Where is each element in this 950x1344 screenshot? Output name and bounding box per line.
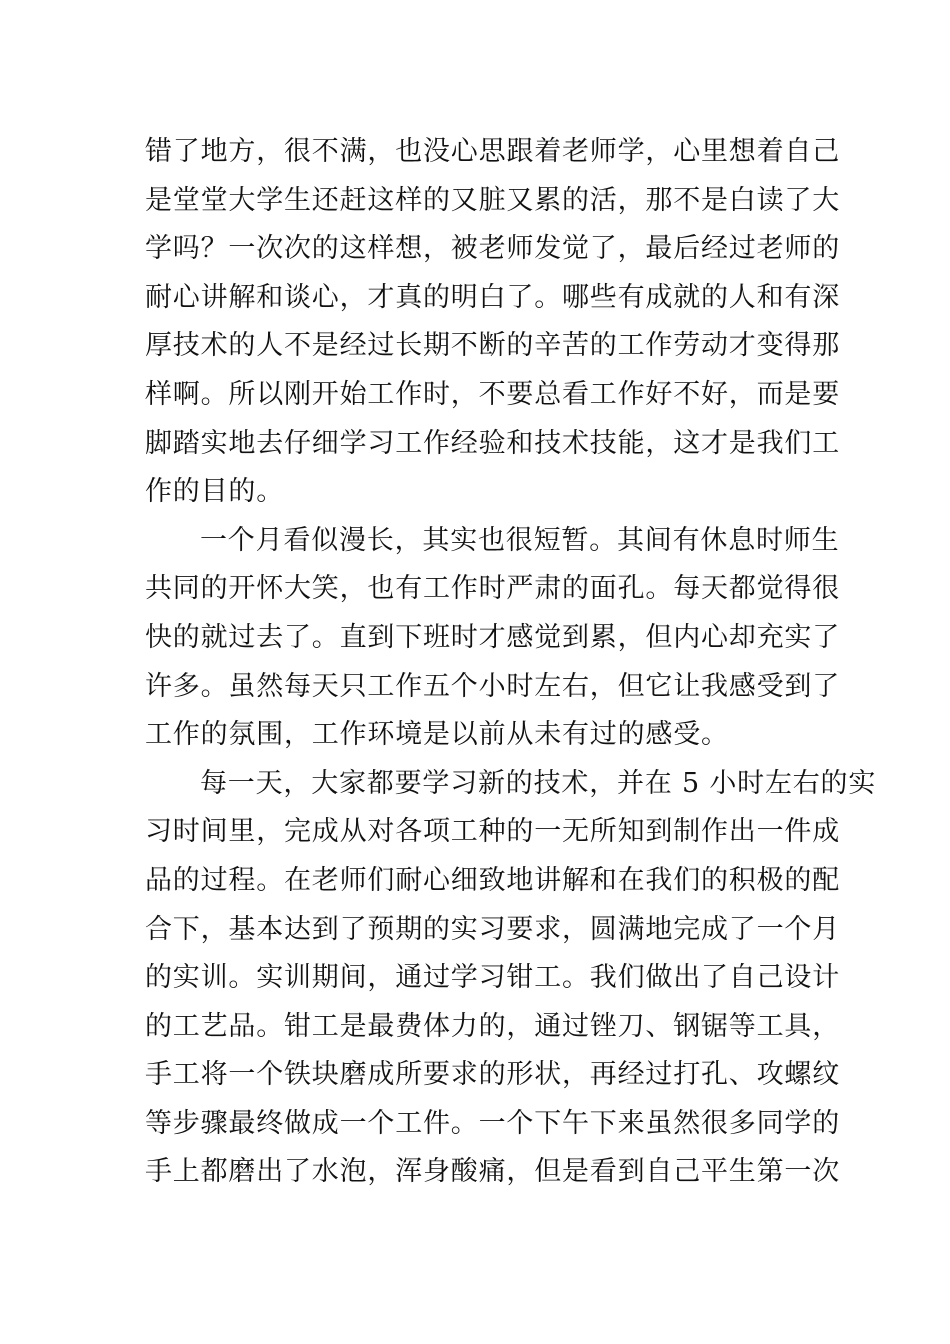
text-line: 错了地方，很不满，也没心思跟着老师学，心里想着自己 [145, 136, 840, 167]
text-line: 许多。虽然每天只工作五个小时左右，但它让我感受到了 [145, 670, 840, 702]
text-line: 每一天，大家都要学习新的技术，并在 5 小时左右的实 [200, 767, 877, 799]
text-line: 学吗？一次次的这样想，被老师发觉了，最后经过老师的 [145, 233, 840, 265]
text-line: 习时间里，完成从对各项工种的一无所知到制作出一件成 [145, 816, 840, 848]
text-line: 快的就过去了。直到下班时才感觉到累，但内心却充实了 [145, 621, 840, 653]
text-line: 是堂堂大学生还赶这样的又脏又累的活，那不是白读了大 [145, 184, 840, 216]
text-line: 合下，基本达到了预期的实习要求，圆满地完成了一个月 [145, 913, 840, 945]
document-body [145, 128, 877, 1197]
text-line: 厚技术的人不是经过长期不断的辛苦的工作劳动才变得那 [145, 330, 840, 362]
paragraph-1 [145, 128, 840, 517]
text-line: 作的目的。 [145, 476, 284, 508]
text-line: 共同的开怀大笑，也有工作时严肃的面孔。每天都觉得很 [145, 573, 840, 605]
text-line: 耐心讲解和谈心，才真的明白了。哪些有成就的人和有深 [145, 281, 840, 313]
text-line: 的实训。实训期间，通过学习钳工。我们做出了自己设计 [145, 962, 840, 994]
text-line: 手上都磨出了水泡，浑身酸痛，但是看到自己平生第一次 [145, 1156, 840, 1188]
text-line: 样啊。所以刚开始工作时，不要总看工作好不好，而是要 [145, 378, 840, 410]
paragraph-3 [145, 760, 877, 1197]
text-line: 品的过程。在老师们耐心细致地讲解和在我们的积极的配 [145, 864, 840, 896]
paragraph-2 [145, 517, 840, 760]
text-line: 手工将一个铁块磨成所要求的形状，再经过打孔、攻螺纹 [145, 1059, 840, 1091]
text-line: 等步骤最终做成一个工件。一个下午下来虽然很多同学的 [145, 1107, 840, 1139]
text-line: 一个月看似漫长，其实也很短暂。其间有休息时师生 [200, 524, 840, 556]
text-line: 工作的氛围，工作环境是以前从未有过的感受。 [145, 719, 729, 751]
text-line: 脚踏实地去仔细学习工作经验和技术技能，这才是我们工 [145, 427, 840, 459]
text-line: 的工艺品。钳工是最费体力的，通过锉刀、钢锯等工具， [145, 1010, 840, 1042]
